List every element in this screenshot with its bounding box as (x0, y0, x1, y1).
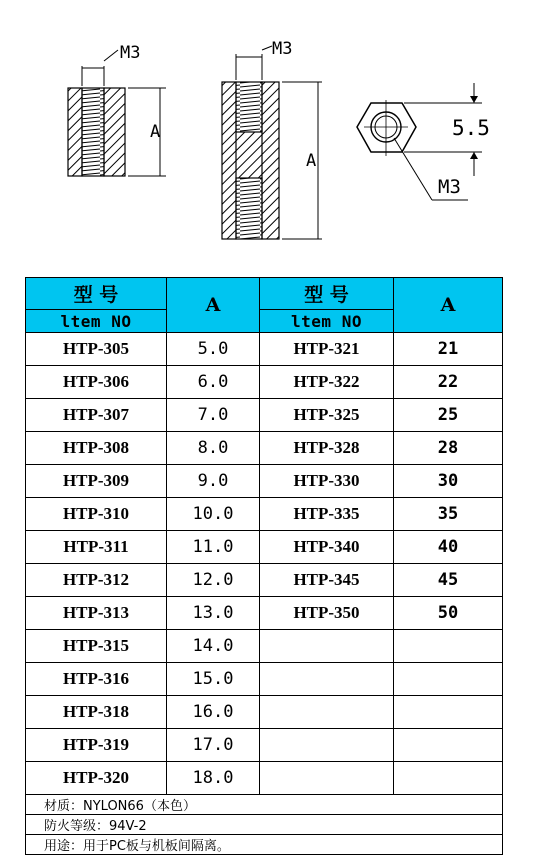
hex-end-view (357, 83, 490, 200)
header-model-cn-right: 型 号 (260, 278, 394, 310)
a-value-cell: 7.0 (167, 399, 260, 432)
a-label-2: A (306, 151, 317, 171)
a-value-cell: 5.0 (167, 333, 260, 366)
a-value-cell: 14.0 (167, 630, 260, 663)
a-value-cell (394, 762, 503, 795)
a-value-cell: 22 (394, 366, 503, 399)
a-value-cell: 45 (394, 564, 503, 597)
note-row (26, 815, 503, 835)
model-cell: HTP-307 (26, 399, 167, 432)
a-value-cell (394, 630, 503, 663)
m3-label-1: M3 (120, 43, 141, 63)
a-value-cell: 13.0 (167, 597, 260, 630)
technical-drawing (0, 0, 550, 270)
table-row (26, 630, 503, 663)
table-row (26, 399, 503, 432)
header-a-left: A (167, 278, 260, 333)
model-cell: HTP-345 (260, 564, 394, 597)
model-cell: HTP-305 (26, 333, 167, 366)
a-value-cell: 18.0 (167, 762, 260, 795)
table-row (26, 465, 503, 498)
model-cell: HTP-308 (26, 432, 167, 465)
a-value-cell: 16.0 (167, 696, 260, 729)
header-a-right: A (394, 278, 503, 333)
model-cell: HTP-309 (26, 465, 167, 498)
m3-label-2: M3 (272, 39, 293, 59)
model-cell: HTP-311 (26, 531, 167, 564)
model-cell (260, 696, 394, 729)
model-cell: HTP-320 (26, 762, 167, 795)
a-value-cell: 21 (394, 333, 503, 366)
a-value-cell: 40 (394, 531, 503, 564)
table-row (26, 762, 503, 795)
a-value-cell: 11.0 (167, 531, 260, 564)
model-cell (260, 762, 394, 795)
note-row (26, 835, 503, 855)
a-value-cell: 10.0 (167, 498, 260, 531)
a-value-cell: 6.0 (167, 366, 260, 399)
a-value-cell: 30 (394, 465, 503, 498)
a-value-cell (394, 729, 503, 762)
header-model-en-left: ltem NO (26, 310, 167, 333)
a-value-cell: 17.0 (167, 729, 260, 762)
model-cell: HTP-312 (26, 564, 167, 597)
model-cell: HTP-306 (26, 366, 167, 399)
hex-size-label: 5.5 (452, 116, 490, 140)
note-text: 用途：用于PC板与机板间隔离。 (26, 835, 503, 855)
model-cell (260, 729, 394, 762)
table-row (26, 696, 503, 729)
model-cell: HTP-322 (260, 366, 394, 399)
model-cell: HTP-319 (26, 729, 167, 762)
a-value-cell: 25 (394, 399, 503, 432)
model-cell: HTP-321 (260, 333, 394, 366)
note-row (26, 795, 503, 815)
table-row (26, 366, 503, 399)
model-cell: HTP-313 (26, 597, 167, 630)
model-cell: HTP-328 (260, 432, 394, 465)
spec-table (25, 277, 503, 855)
model-cell: HTP-335 (260, 498, 394, 531)
a-value-cell: 35 (394, 498, 503, 531)
model-cell: HTP-315 (26, 630, 167, 663)
a-label-1: A (150, 122, 161, 142)
standoff-long-view (222, 39, 322, 239)
table-row (26, 432, 503, 465)
table-row (26, 597, 503, 630)
model-cell: HTP-340 (260, 531, 394, 564)
note-text: 材质：NYLON66（本色） (26, 795, 503, 815)
model-cell: HTP-310 (26, 498, 167, 531)
model-cell (260, 663, 394, 696)
a-value-cell (394, 663, 503, 696)
model-cell: HTP-330 (260, 465, 394, 498)
model-cell: HTP-316 (26, 663, 167, 696)
a-value-cell (394, 696, 503, 729)
model-cell: HTP-325 (260, 399, 394, 432)
m3-label-3: M3 (438, 176, 461, 198)
standoff-short-view (68, 43, 166, 176)
model-cell: HTP-318 (26, 696, 167, 729)
a-value-cell: 28 (394, 432, 503, 465)
a-value-cell: 9.0 (167, 465, 260, 498)
note-text: 防火等级：94V-2 (26, 815, 503, 835)
model-cell: HTP-350 (260, 597, 394, 630)
table-row (26, 333, 503, 366)
header-model-cn-left: 型 号 (26, 278, 167, 310)
model-cell (260, 630, 394, 663)
a-value-cell: 15.0 (167, 663, 260, 696)
table-row (26, 564, 503, 597)
a-value-cell: 12.0 (167, 564, 260, 597)
table-row (26, 498, 503, 531)
header-model-en-right: ltem NO (260, 310, 394, 333)
a-value-cell: 8.0 (167, 432, 260, 465)
table-row (26, 729, 503, 762)
table-row (26, 663, 503, 696)
table-row (26, 531, 503, 564)
a-value-cell: 50 (394, 597, 503, 630)
